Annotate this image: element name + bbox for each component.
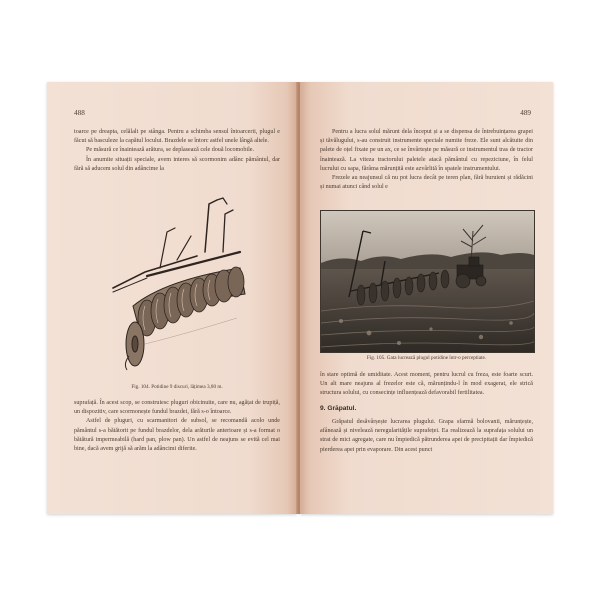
right-bottom-text: [320, 418, 533, 455]
paragraph: toarce pe dreapta, celălalt pe stânga. Pentru a schimba sensul întoarcerii, plugul e făcut să basculeze la capătul locului. Brazdele se întorc astfel unele lângă altele.: [74, 129, 280, 145]
paragraph: Astfel de pluguri, cu scarmanitori de subsol, se recomandă acolo unde pământul s-a bătătorit pe fundul brazdelor, dela arăturile anterioare și s-a format o bătătură impermeabilă (hard pan, plow pan). Un astfel de neajuns se evită cel mai bine, dacă avem grijă să arăm la adâncimi diferite.: [74, 418, 280, 453]
paragraph: Pe măsură ce înaintează arătura, se deplasează cele două locomobile.: [86, 147, 254, 154]
figure-caption: Fig. 105. Gata lucrează plugul potidine într-o perceptiate.: [366, 355, 487, 361]
paragraph: Frezele au neajunsul că nu pot lucra decât pe teren plan, fără buruieni și rădăcini și numai atunci când solul e: [320, 175, 533, 191]
right-top-text: [320, 128, 533, 192]
paragraph: În anumite situații speciale, avem interes să scormonim adânc pământul, dar fără să aducem solul din adâncime la: [74, 156, 280, 172]
book-spread: [47, 82, 553, 514]
left-page: [47, 82, 297, 514]
field-photograph: [320, 210, 535, 353]
left-top-text: [74, 128, 280, 174]
paragraph: Grăpatul desăvârșește lucrarea plugului. Grapa sfarmă bolovanii, mărunțește, afânează și nivelează neregularitățile suprafeței. Ea realizează la suprafața solului un strat de mici agregate, care nu împiedică pătrunderea apei de precipitații dar împiedică pierderea apei prin evaporare. Din acest punct: [320, 419, 533, 453]
disc-plough-figure: [105, 194, 255, 374]
right-page: [300, 82, 553, 514]
paragraph: suprafață. În acest scop, se construiesc pluguri obicinuite, care nu, agățat de trupiță, un dispozitiv, care scormonește fundul brazdei, fără s-o întoarce.: [74, 400, 280, 416]
paragraph: în stare optimă de umiditate. Acest moment, pentru lucrul cu freza, este foarte scurt. Un alt mare neajuns al frezelor este că, mărunțindu-l în mod exagerat, ele strică structura solului, cu consecințe influențează defavorabil fertilitatea.: [320, 372, 533, 397]
paragraph: Pentru a lucra solul mărunt dela început și a se dispensa de întrebuințarea grapei și tăvălugului, s-au construit instrumente speciale numite freze. Ele sunt alcătuite din palete de oțel fixate pe un ax, ce se învârtește pe măsură ce instrumentul tras de tractor înaintează. La viteza tractorului paletele atacă pământul cu repeziciune, în felul lucrului cu sapa, fărâma mărunțită este azvârlită în spatele instrumentului.: [320, 129, 533, 172]
page-number: 488: [74, 109, 85, 117]
figure-caption: Fig. 104. Potidine 9 discuri, lățimea 3,80 m.: [131, 384, 223, 390]
left-bottom-text: [74, 399, 280, 454]
right-mid-text: [320, 371, 533, 399]
page-number: 489: [520, 109, 531, 117]
section-heading: 9. Grăpatul.: [320, 405, 357, 412]
